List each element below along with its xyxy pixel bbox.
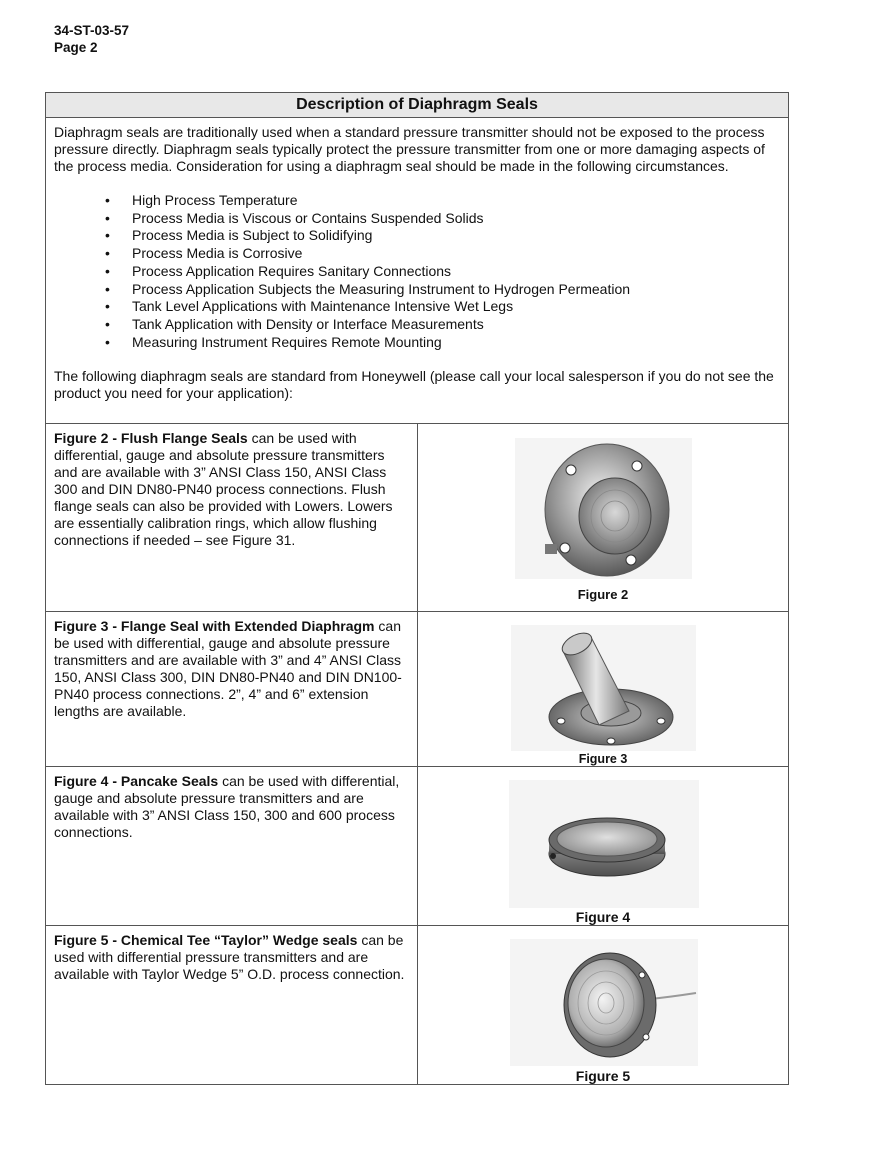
document-id: 34-ST-03-57 [54,23,130,38]
intro-cell [46,118,788,424]
table-row [46,767,788,926]
figure-cell [418,424,788,611]
flush-flange-seal-photo [515,438,692,579]
circumstances-list [54,192,780,351]
page-number: Page 2 [54,40,98,55]
list-item: • Process Media is Viscous or Contains Suspended Solids [132,210,780,228]
figure-caption: Figure 3 [578,752,628,766]
taylor-wedge-seal-photo [510,939,698,1066]
list-item: • Measuring Instrument Requires Remote Mounting [132,334,780,352]
extended-diaphragm-seal-photo [511,625,696,751]
row-heading: Figure 3 - Flange Seal with Extended Diaphragm [54,618,375,634]
list-item: • Process Media is Corrosive [132,245,780,263]
list-item: • Process Media is Subject to Solidifying [132,227,780,245]
pancake-seal-photo [509,780,699,908]
list-item: • Tank Application with Density or Interface Measurements [132,316,780,334]
row-description [46,926,418,1084]
figure-caption: Figure 2 [577,587,629,602]
figure-cell [418,612,788,766]
row-text: can be used with differential, gauge and absolute pressure transmitters and are available with 3” ANSI Class 150, 300 and 600 process connections. [54,773,400,840]
list-item: • Process Application Requires Sanitary Connections [132,263,780,281]
table-title: Description of Diaphragm Seals [46,93,788,118]
row-heading: Figure 4 - Pancake Seals [54,773,219,789]
figure-cell [418,767,788,925]
figure-caption: Figure 4 [575,909,631,925]
row-text: can be used with differential pressure transmitters and are available with Taylor Wedge 5” O.D. process connection. [54,932,405,982]
row-text: can be used with differential, gauge and absolute pressure transmitters and are available with 3” and 4” ANSI Class 150, ANSI Class 300, DIN DN80-PN40 and DIN DN100-PN40 process connections. 2”, 4” and 6” extension lengths are available. [54,618,402,719]
figure-caption: Figure 5 [575,1068,631,1084]
table-row [46,424,788,612]
outro-paragraph: The following diaphragm seals are standard from Honeywell (please call your local salesperson if you do not see the product you need for your application): [54,368,774,402]
row-description [46,424,418,611]
list-item: • Tank Level Applications with Maintenance Intensive Wet Legs [132,298,780,316]
row-heading: Figure 2 - Flush Flange Seals [54,430,248,446]
row-text: can be used with differential, gauge and absolute pressure transmitters and are available with 3” ANSI Class 150, ANSI Class 300 and DIN DN80-PN40 process connections. Flush flange seals can also be provided with Lowers. Lowers are essentially calibration rings, which allow flushing connections if needed – see Figure 31. [54,430,393,548]
intro-paragraph: Diaphragm seals are traditionally used when a standard pressure transmitter should not be exposed to the process pressure directly. Diaphragm seals typically protect the pressure transmitter from one or more damaging aspects of the process media. Consideration for using a diaphragm seal should be made in the following circumstances. [54,124,765,174]
page-header [54,22,129,56]
row-description [46,767,418,925]
row-heading: Figure 5 - Chemical Tee “Taylor” Wedge seals [54,932,358,948]
list-item: • High Process Temperature [132,192,780,210]
table-row [46,612,788,767]
table-row [46,926,788,1084]
row-description [46,612,418,766]
list-item: • Process Application Subjects the Measuring Instrument to Hydrogen Permeation [132,281,780,299]
figure-cell [418,926,788,1084]
diaphragm-seals-table [45,92,789,1085]
